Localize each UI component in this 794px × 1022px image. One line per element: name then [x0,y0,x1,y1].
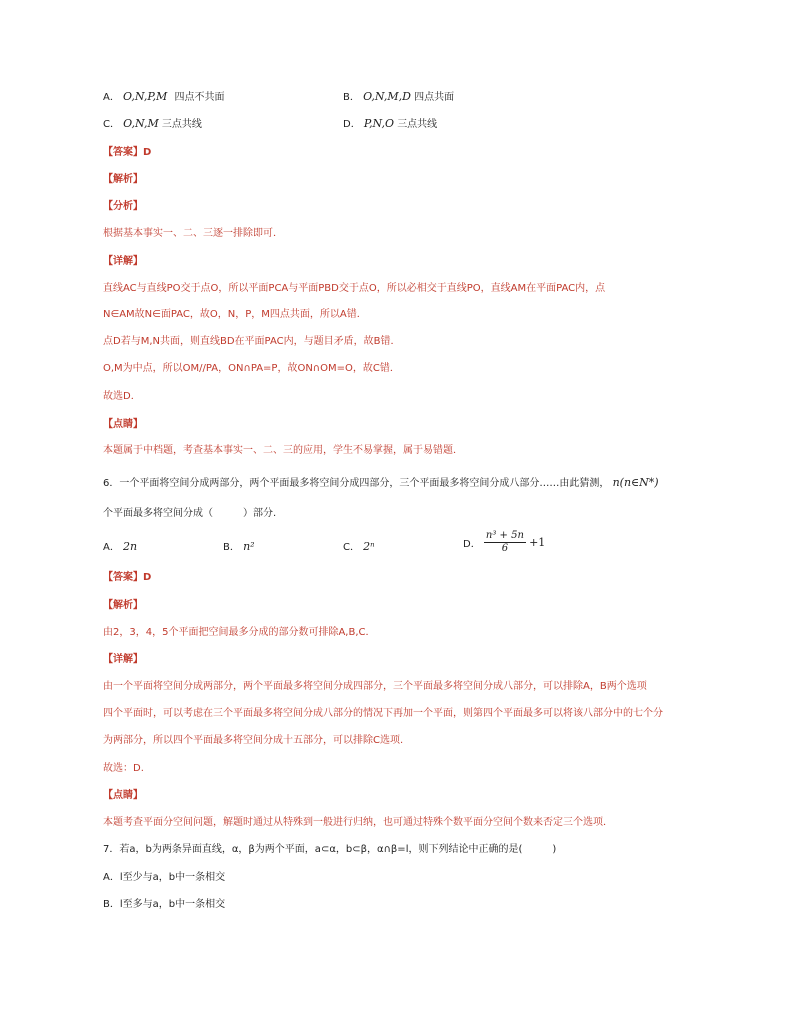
q5-fenxi-tag: 【分析】 [103,201,143,212]
q7-option-a: A．l至少与a，b中一条相交 [103,872,226,883]
option-text: 四点不共面 [174,92,225,103]
q5-detail-line-3: 点D若与M,N共面，则直线BD在平面PAC内，与题目矛盾，故B错． [103,336,401,347]
q6-jiexi-text: 由2，3，4，5个平面把空间最多分成的部分数可排除A,B,C． [103,627,376,638]
q6-option-a [103,540,137,555]
fraction [484,530,526,555]
option-math: O,N,M [123,117,159,130]
q6-stem-line-2: 个平面最多将空间分成（ ）部分. [103,508,277,519]
q6-dianjing-tag: 【点睛】 [103,790,143,801]
option-label: A． [103,542,120,553]
option-math: n² [243,540,255,553]
q7-stem: 7．若a，b为两条异面直线，α，β为两个平面，a⊂α，b⊂β，α∩β=l，则下列结论中正确的是( ) [103,844,557,855]
stem-text: 6．一个平面将空间分成两部分，两个平面最多将空间分成四部分，三个平面最多将空间分成八部分……由此猜测， [103,478,610,489]
option-text: 三点共线 [397,119,438,130]
option-math: O,N,P,M [123,90,168,103]
option-tail: +1 [529,536,546,549]
q6-detail-line-3: 为两部分，所以四个平面最多将空间分成十五部分，可以排除C选项. [103,735,404,746]
option-label: C． [103,119,120,130]
q6-answer: 【答案】D [103,572,152,583]
q5-fenxi-text: 根据基本事实一、二、三逐一排除即可． [103,228,283,239]
q5-dianjing-tag: 【点睛】 [103,419,143,430]
option-label: A． [103,92,120,103]
q6-jiexi-tag: 【解析】 [103,600,143,611]
q5-detail-line-1: 直线AC与直线PO交于点O，所以平面PCA与平面PBD交于点O，所以必相交于直线PO，直线AM在平面PAC内，点 [103,283,606,294]
option-math: O,N,M,D [363,90,411,103]
option-label: B． [343,92,360,103]
q5-option-c [103,117,202,132]
fraction-numerator: n³ + 5n [485,530,524,541]
option-math: 2ⁿ [363,540,375,553]
q5-option-b [343,90,454,105]
q5-dianjing-text: 本题属于中档题，考查基本事实一、二、三的应用，学生不易掌握，属于易错题． [103,445,463,456]
q5-answer: 【答案】D [103,147,152,158]
q6-dianjing-text: 本题考查平面分空间问题，解题时通过从特殊到一般进行归纳，也可通过特殊个数平面分空间个数来否定三个选项． [103,817,613,828]
q6-option-b [223,540,255,555]
q5-jiexi-tag: 【解析】 [103,174,143,185]
q6-conclusion: 故选：D. [103,763,144,774]
option-label: C． [343,542,360,553]
q6-detail-line-2: 四个平面时，可以考虑在三个平面最多将空间分成八部分的情况下再加一个平面，则第四个平面最多可以将该八部分中的七个分 [103,708,663,719]
q5-option-d [343,117,437,132]
q6-stem-line-1 [103,476,659,491]
option-text: 四点共面 [414,92,455,103]
q6-option-c [343,540,375,555]
q5-detail-line-2: N∈AM故N∈面PAC，故O，N，P，M四点共面，所以A错． [103,309,367,320]
q5-xiangjie-tag: 【详解】 [103,256,143,267]
q5-option-a [103,90,224,105]
option-math: P,N,O [363,117,394,130]
q6-detail-line-1: 由一个平面将空间分成两部分，两个平面最多将空间分成四部分，三个平面最多将空间分成八部分，可以排除A，B两个选项 [103,681,647,692]
option-label: D． [463,539,481,550]
q6-xiangjie-tag: 【详解】 [103,654,143,665]
q5-detail-line-4: O,M为中点，所以OM//PA，ON∩PA=P，故ON∩OM=O，故C错． [103,363,400,374]
q7-option-b: B．l至多与a，b中一条相交 [103,899,226,910]
option-text: 三点共线 [161,119,202,130]
option-label: D． [343,119,361,130]
fraction-denominator: 6 [501,543,509,554]
q6-option-d [463,530,545,555]
option-label: B． [223,542,240,553]
option-math: 2n [123,540,138,553]
q5-conclusion: 故选D． [103,391,141,402]
stem-math: n(n∈N*) [612,476,659,489]
